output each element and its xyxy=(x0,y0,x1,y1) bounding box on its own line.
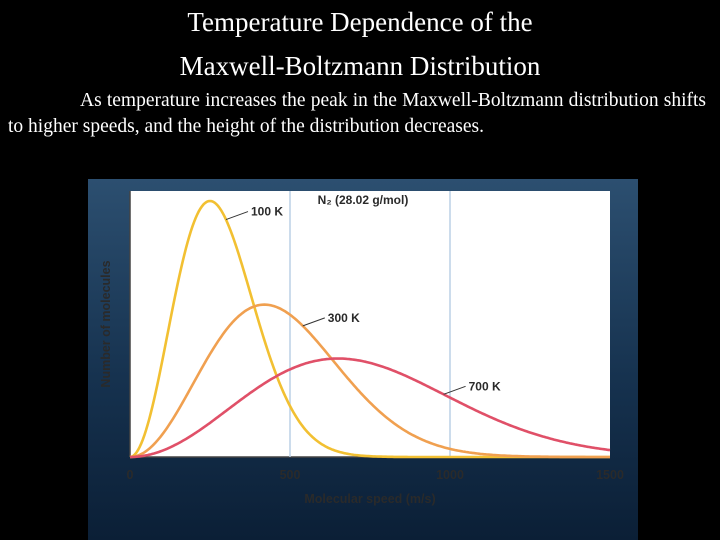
maxwell-boltzmann-chart xyxy=(88,179,638,540)
chart-title: N₂ (28.02 g/mol) xyxy=(317,193,409,207)
slide-title xyxy=(0,0,720,88)
title-line-1: Temperature Dependence of the xyxy=(187,7,533,37)
slide-body-text: As temperature increases the peak in the Maxwell-Boltzmann distribution shifts to higher speeds, and the height of the distribution decreases. xyxy=(8,90,706,137)
title-line-2: Maxwell-Boltzmann Distribution xyxy=(179,51,541,81)
series-label-300k: 300 K xyxy=(327,310,360,325)
series-label-700k: 700 K xyxy=(468,379,501,394)
y-axis-label: Number of molecules xyxy=(99,260,113,388)
x-axis-label: Molecular speed (m/s) xyxy=(304,492,436,506)
plot-area xyxy=(130,191,610,457)
x-tick-label-0: 0 xyxy=(126,468,134,482)
x-tick-label-1000: 1000 xyxy=(436,468,464,482)
x-tick-label-500: 500 xyxy=(279,468,301,482)
chart-figure xyxy=(88,179,638,540)
series-label-100k: 100 K xyxy=(251,204,284,219)
x-tick-label-1500: 1500 xyxy=(596,468,624,482)
